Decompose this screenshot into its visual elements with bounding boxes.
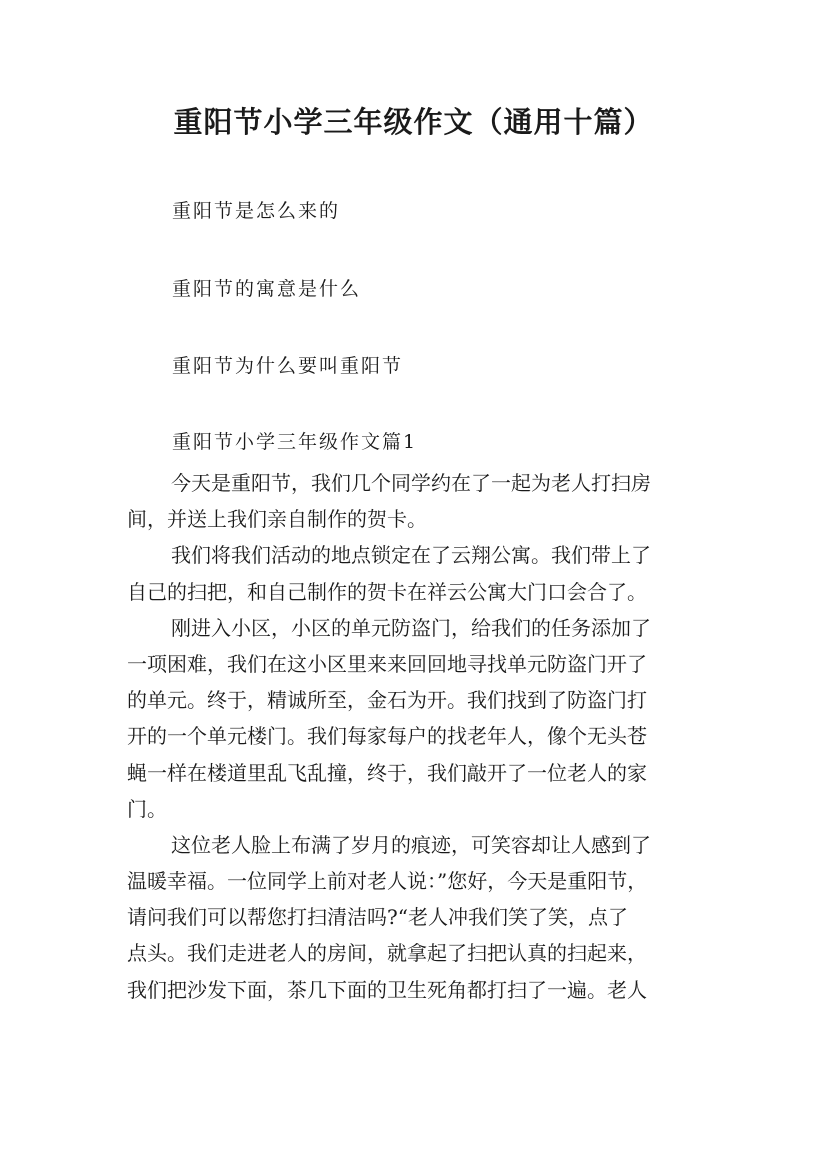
paragraph-line: 蝇一样在楼道里乱飞乱撞，终于，我们敲开了一位老人的家 <box>127 760 647 785</box>
toc-item-meaning: 重阳节的寓意是什么 <box>172 278 362 300</box>
paragraph-line: 点头。我们走进老人的房间，就拿起了扫把认真的扫起来， <box>127 941 647 966</box>
paragraph-line: 自己的扫把，和自己制作的贺卡在祥云公寓大门口会合了。 <box>127 579 647 604</box>
toc-item-name: 重阳节为什么要叫重阳节 <box>172 355 404 377</box>
paragraph-line: 我们把沙发下面，茶几下面的卫生死角都打扫了一遍。老人 <box>127 977 647 1002</box>
paragraph-line: 刚进入小区，小区的单元防盗门，给我们的任务添加了 <box>171 615 651 640</box>
paragraph-line: 开的一个单元楼门。我们每家每户的找老年人，像个无头苍 <box>127 724 647 749</box>
paragraph-line: 门。 <box>127 796 167 821</box>
paragraph-line: 这位老人脸上布满了岁月的痕迹，可笑容却让人感到了 <box>171 832 651 857</box>
toc-item-origin: 重阳节是怎么来的 <box>172 200 341 222</box>
paragraph-line: 请问我们可以帮您打扫清洁吗?“老人冲我们笑了笑，点了 <box>127 905 628 930</box>
paragraph-line: 温暖幸福。一位同学上前对老人说：”您好，今天是重阳节， <box>127 869 648 894</box>
article-body <box>127 465 717 1008</box>
paragraph-line: 的单元。终于，精诚所至，金石为开。我们找到了防盗门打 <box>127 688 647 713</box>
article-heading: 重阳节小学三年级作文篇1 <box>172 431 418 453</box>
paragraph-line: 一项困难，我们在这小区里来来回回地寻找单元防盗门开了 <box>127 651 647 676</box>
paragraph-line: 今天是重阳节，我们几个同学约在了一起为老人打扫房 <box>171 471 651 495</box>
paragraph-line: 间，并送上我们亲自制作的贺卡。 <box>127 507 427 532</box>
document-title: 重阳节小学三年级作文（通用十篇） <box>173 105 654 139</box>
paragraph-line: 我们将我们活动的地点锁定在了云翔公寓。我们带上了 <box>171 543 651 568</box>
